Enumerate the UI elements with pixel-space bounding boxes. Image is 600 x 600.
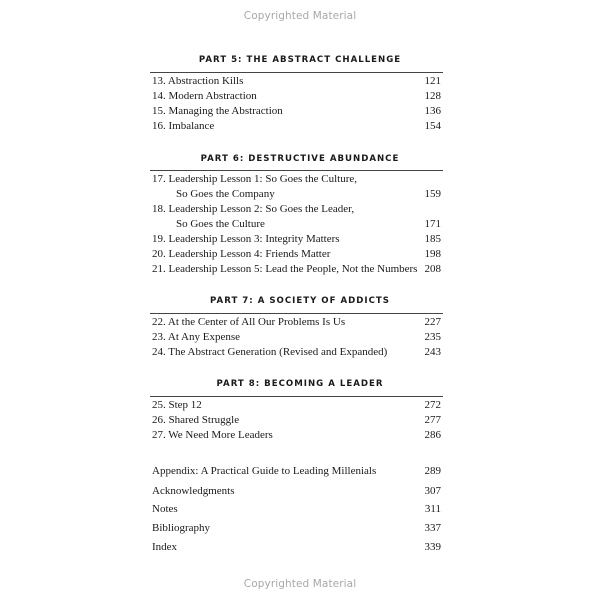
toc-entry-title: Acknowledgments [152, 485, 235, 497]
section-rule [150, 72, 443, 73]
toc-entry [152, 172, 441, 201]
toc-entry-title: 15. Managing the Abstraction [152, 105, 283, 117]
toc-entry-page: 159 [424, 188, 441, 200]
toc-entry-page: 227 [424, 316, 441, 328]
toc-entry-page: 136 [424, 105, 441, 117]
toc-entry-title: Index [152, 541, 178, 553]
toc-entry-title: 13. Abstraction Kills [152, 75, 244, 87]
toc-entry-page: 185 [424, 233, 441, 245]
toc-entry-title-continuation: So Goes the Company [176, 188, 275, 200]
toc-entry-title: 19. Leadership Lesson 3: Integrity Matters [152, 233, 340, 245]
toc-entry-title: 25. Step 12 [152, 399, 202, 411]
toc-entry-title: Bibliography [152, 522, 211, 534]
toc-entry-title: Appendix: A Practical Guide to Leading Millenials [152, 465, 377, 477]
toc-entry-page: 272 [424, 399, 441, 411]
toc-entry-title: Notes [152, 503, 178, 515]
toc-entry-title-continuation: So Goes the Culture [176, 218, 265, 230]
copyright-watermark-bottom: Copyrighted Material [243, 578, 357, 590]
toc-entry-page: 286 [424, 429, 441, 441]
toc-entry-page: 243 [424, 346, 441, 358]
toc-entry-title: 26. Shared Struggle [152, 414, 240, 426]
toc-entry-title: 27. We Need More Leaders [152, 429, 273, 441]
toc-entry-page: 339 [424, 541, 441, 553]
part-heading: PART 7: A SOCIETY OF ADDICTS [210, 296, 390, 306]
toc-entry-page: 307 [424, 485, 441, 497]
toc-entry-page: 128 [424, 90, 441, 102]
toc-entry-title: 22. At the Center of All Our Problems Is Us [152, 316, 346, 328]
toc-entry-title: 21. Leadership Lesson 5: Lead the People, Not the Numbers [152, 263, 418, 275]
copyright-watermark-top: Copyrighted Material [243, 10, 357, 22]
toc-entry-title: 20. Leadership Lesson 4: Friends Matter [152, 248, 331, 260]
toc-entry-page: 208 [424, 263, 441, 275]
toc-entry-title: 16. Imbalance [152, 120, 215, 132]
toc-entry-page: 235 [424, 331, 441, 343]
toc-entry-page: 311 [424, 503, 441, 515]
toc-entry-page: 121 [424, 75, 441, 87]
section-rule [150, 313, 443, 314]
toc-entry-title: 14. Modern Abstraction [152, 90, 257, 102]
part-heading: PART 6: DESTRUCTIVE ABUNDANCE [200, 154, 400, 164]
toc-entry-title: 17. Leadership Lesson 1: So Goes the Culture, [152, 173, 357, 185]
toc-entry-page: 171 [424, 218, 441, 230]
section-rule [150, 170, 443, 171]
toc-entry-title: 23. At Any Expense [152, 331, 240, 343]
toc-entry-title: 24. The Abstract Generation (Revised and Expanded) [152, 346, 388, 358]
toc-entry-title: 18. Leadership Lesson 2: So Goes the Leader, [152, 203, 355, 215]
toc-entry-page: 289 [424, 465, 441, 477]
toc-entry-page: 277 [424, 414, 441, 426]
toc-entry-page: 337 [424, 522, 441, 534]
section-rule [150, 396, 443, 397]
toc-entry-page: 154 [424, 120, 441, 132]
part-heading: PART 5: THE ABSTRACT CHALLENGE [198, 55, 402, 65]
toc-entry-page: 198 [424, 248, 441, 260]
part-heading: PART 8: BECOMING A LEADER [216, 379, 384, 389]
toc-entry [152, 202, 441, 231]
